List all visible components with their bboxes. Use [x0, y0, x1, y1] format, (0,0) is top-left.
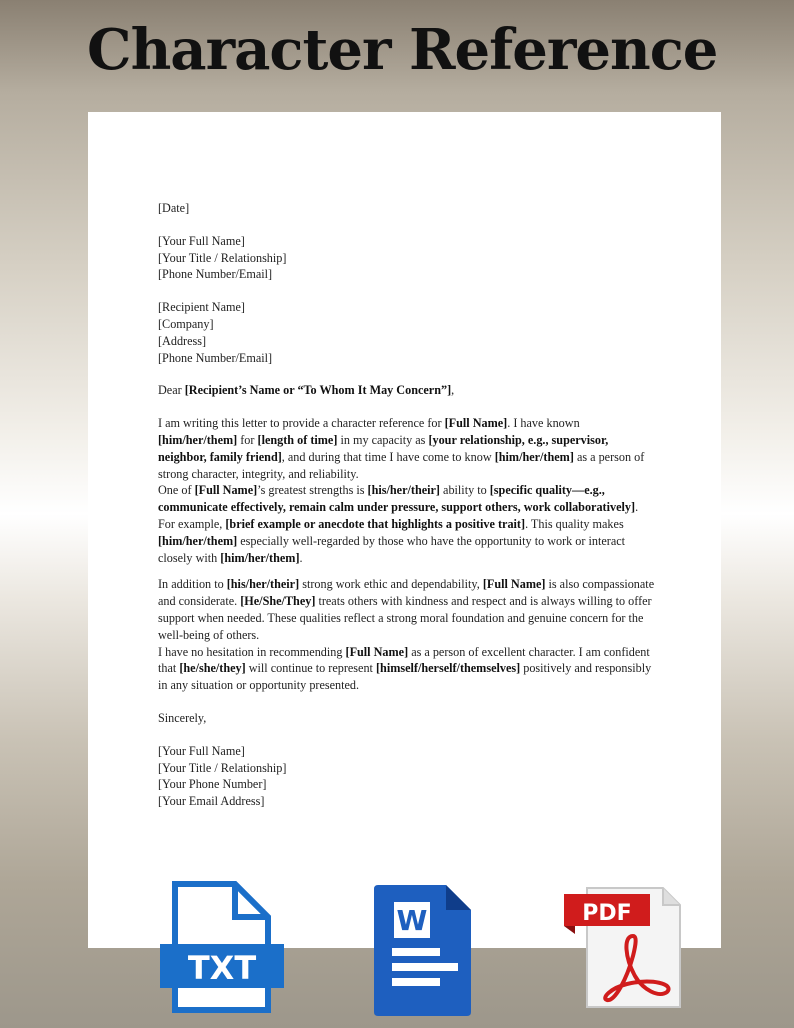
date-line: [Date]	[158, 201, 190, 215]
para1-text: in my capacity as	[337, 432, 429, 447]
para1-text: for	[237, 432, 258, 447]
letter-body	[158, 200, 658, 810]
para4-text: will continue to represent	[245, 661, 376, 676]
para3-placeholder: [He/She/They]	[240, 594, 316, 609]
para4-placeholder: [Full Name]	[345, 644, 409, 659]
para4-text: positively and responsibly in any situation or opportunity presented.	[158, 661, 652, 693]
word-document-icon[interactable]	[372, 884, 472, 1017]
pdf-label: PDF	[582, 901, 632, 926]
para1-text: as a person of strong character, integrity, and reliability.	[158, 449, 645, 481]
para2-placeholder: [him/her/them]	[158, 533, 238, 548]
para3-placeholder: [Full Name]	[482, 577, 546, 592]
recipient-name: [Recipient Name]	[158, 300, 245, 315]
signature-name: [Your Full Name]	[158, 743, 245, 758]
para2-placeholder: [Full Name]	[194, 483, 258, 498]
para1-text: . I have known	[507, 416, 580, 431]
para1-text: , and during that time I have come to know	[281, 449, 495, 464]
para2-placeholder: [him/her/them]	[220, 550, 300, 565]
para1-placeholder: [your relationship, e.g., supervisor, neighbor, family friend]	[158, 432, 609, 464]
salutation-comma: ,	[451, 383, 455, 398]
para1-placeholder: [him/her/them]	[158, 432, 238, 447]
para3-text: In addition to	[158, 577, 227, 592]
signature-email: [Your Email Address]	[158, 794, 265, 809]
recipient-address: [Address]	[158, 333, 207, 348]
para2-text: One of	[158, 483, 195, 498]
para1-placeholder: [length of time]	[257, 432, 338, 447]
signature-phone: [Your Phone Number]	[158, 777, 267, 792]
para2-text: especially well-regarded by those who have the opportunity to work or interact closely with	[158, 533, 626, 565]
para1-placeholder: [him/her/them]	[494, 449, 574, 464]
pdf-document-icon[interactable]	[563, 886, 683, 1010]
txt-label: TXT	[187, 949, 257, 987]
para2-placeholder: [his/her/their]	[367, 483, 440, 498]
para3-text: strong work ethic and dependability,	[299, 577, 483, 592]
para1-text: I am writing this letter to provide a character reference for	[158, 416, 445, 431]
para2-text: .	[299, 550, 303, 565]
para4-placeholder: [he/she/they]	[179, 661, 246, 676]
para2-text: ability to	[439, 483, 490, 498]
closing: Sincerely,	[158, 710, 207, 725]
word-label: W	[396, 904, 428, 937]
salutation-recipient: [Recipient’s Name or “To Whom It May Concern”]	[184, 383, 452, 398]
para4-text: as a person of excellent character. I am confident that	[158, 644, 650, 676]
para2-placeholder: [specific quality—e.g., communicate effectively, remain calm under pressure, support others, work collaboratively]	[158, 483, 636, 515]
para2-text: ’s greatest strengths is	[257, 483, 368, 498]
body-paragraph-4	[158, 644, 658, 694]
para1-placeholder: [Full Name]	[444, 416, 508, 431]
body-paragraph-2	[158, 482, 658, 566]
para4-placeholder: [himself/herself/themselves]	[376, 661, 521, 676]
sender-title: [Your Title / Relationship]	[158, 250, 287, 265]
body-paragraph-3	[158, 576, 658, 643]
txt-file-icon[interactable]	[160, 880, 285, 1014]
letter-sheet	[88, 112, 721, 948]
para2-text: . This quality makes	[525, 516, 624, 531]
para2-placeholder: [brief example or anecdote that highlights a positive trait]	[225, 516, 526, 531]
page-title: Character Reference	[87, 17, 718, 83]
para3-text: treats others with kindness and respect and is always willing to offer support when needed. These qualities reflect a strong moral foundation and genuine concern for the well-being of others.	[158, 594, 652, 642]
recipient-contact: [Phone Number/Email]	[158, 350, 273, 365]
para4-text: I have no hesitation in recommending	[158, 644, 346, 659]
body-paragraph-1	[158, 415, 658, 482]
sender-contact: [Phone Number/Email]	[158, 267, 273, 282]
salutation-text: Dear	[158, 383, 185, 398]
salutation	[158, 382, 658, 399]
recipient-company: [Company]	[158, 316, 214, 331]
signature-title: [Your Title / Relationship]	[158, 760, 287, 775]
para3-placeholder: [his/her/their]	[226, 577, 300, 592]
sender-name: [Your Full Name]	[158, 233, 245, 248]
para2-text: . For example,	[158, 500, 639, 531]
para3-text: is also compassionate and considerate.	[158, 577, 655, 609]
